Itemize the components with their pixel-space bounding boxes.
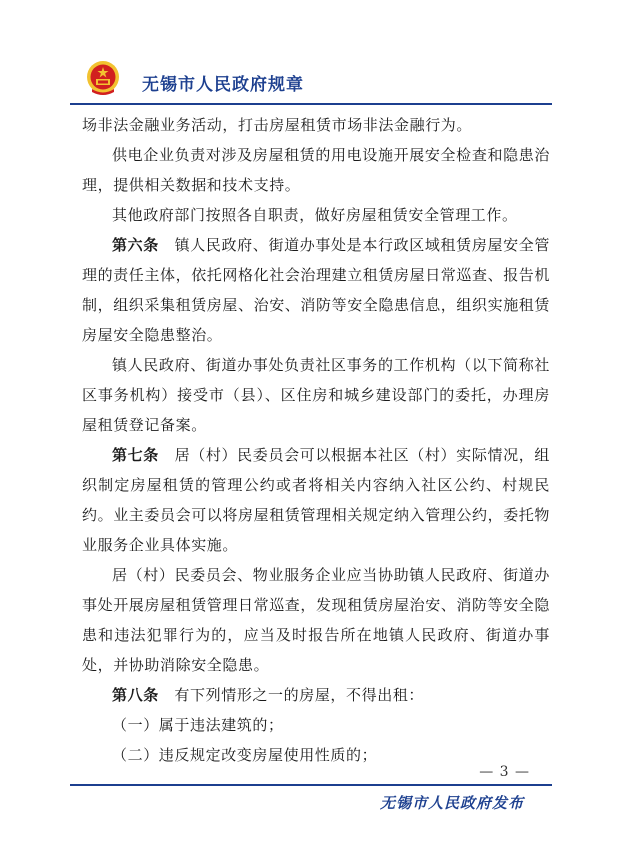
article-number: 第六条 <box>112 236 159 254</box>
paragraph-text: 有下列情形之一的房屋，不得出租： <box>174 686 425 704</box>
document-body <box>82 110 550 770</box>
paragraph <box>82 440 550 560</box>
paragraph-text: （二）违反规定改变房屋使用性质的； <box>112 746 378 764</box>
footer-publisher: 无锡市人民政府发布 <box>379 794 524 812</box>
paragraph-text: 场非法金融业务活动，打击房屋租赁市场非法金融行为。 <box>82 116 473 134</box>
paragraph <box>82 710 550 740</box>
paragraph-text: 居（村）民委员会、物业服务企业应当协助镇人民政府、街道办事处开展房屋租赁管理日常巡查，发现租赁房屋治安、消防等安全隐患和违法犯罪行为的，应当及时报告所在地镇人民政府、街道办事处，并协助消除安全隐患。 <box>82 566 551 674</box>
paragraph <box>82 680 550 710</box>
paragraph-text: 其他政府部门按照各自职责，做好房屋租赁安全管理工作。 <box>112 206 518 224</box>
paragraph <box>82 350 550 440</box>
paragraph <box>82 230 550 350</box>
paragraph <box>82 560 550 680</box>
paragraph-text: （一）属于违法建筑的； <box>112 716 284 734</box>
paragraph <box>82 200 550 230</box>
paragraph-text: 镇人民政府、街道办事处负责社区事务的工作机构（以下简称社区事务机构）接受市（县）、区住房和城乡建设部门的委托，办理房屋租赁登记备案。 <box>82 356 550 434</box>
page-number: — 3 — <box>479 764 530 780</box>
paragraph-text: 镇人民政府、街道办事处是本行政区域租赁房屋安全管理的责任主体，依托网格化社会治理建立租赁房屋日常巡查、报告机制，组织采集租赁房屋、治安、消防等安全隐患信息，组织实施租赁房屋安全隐患整治。 <box>82 236 551 344</box>
paragraph-text: 居（村）民委员会可以根据本社区（村）实际情况，组织制定房屋租赁的管理公约或者将相关内容纳入社区公约、村规民约。业主委员会可以将房屋租赁管理相关规定纳入管理公约，委托物业服务企业具体实施。 <box>82 446 551 554</box>
paragraph <box>82 110 550 140</box>
paragraph <box>82 140 550 200</box>
article-number: 第八条 <box>112 686 159 704</box>
footer-divider <box>70 784 552 786</box>
header-title: 无锡市人民政府规章 <box>142 75 304 95</box>
page-header <box>78 60 546 102</box>
article-number: 第七条 <box>112 446 159 464</box>
national-emblem-icon <box>86 60 120 96</box>
paragraph-text: 供电企业负责对涉及房屋租赁的用电设施开展安全检查和隐患治理，提供相关数据和技术支持。 <box>82 146 550 194</box>
header-divider <box>70 103 552 105</box>
